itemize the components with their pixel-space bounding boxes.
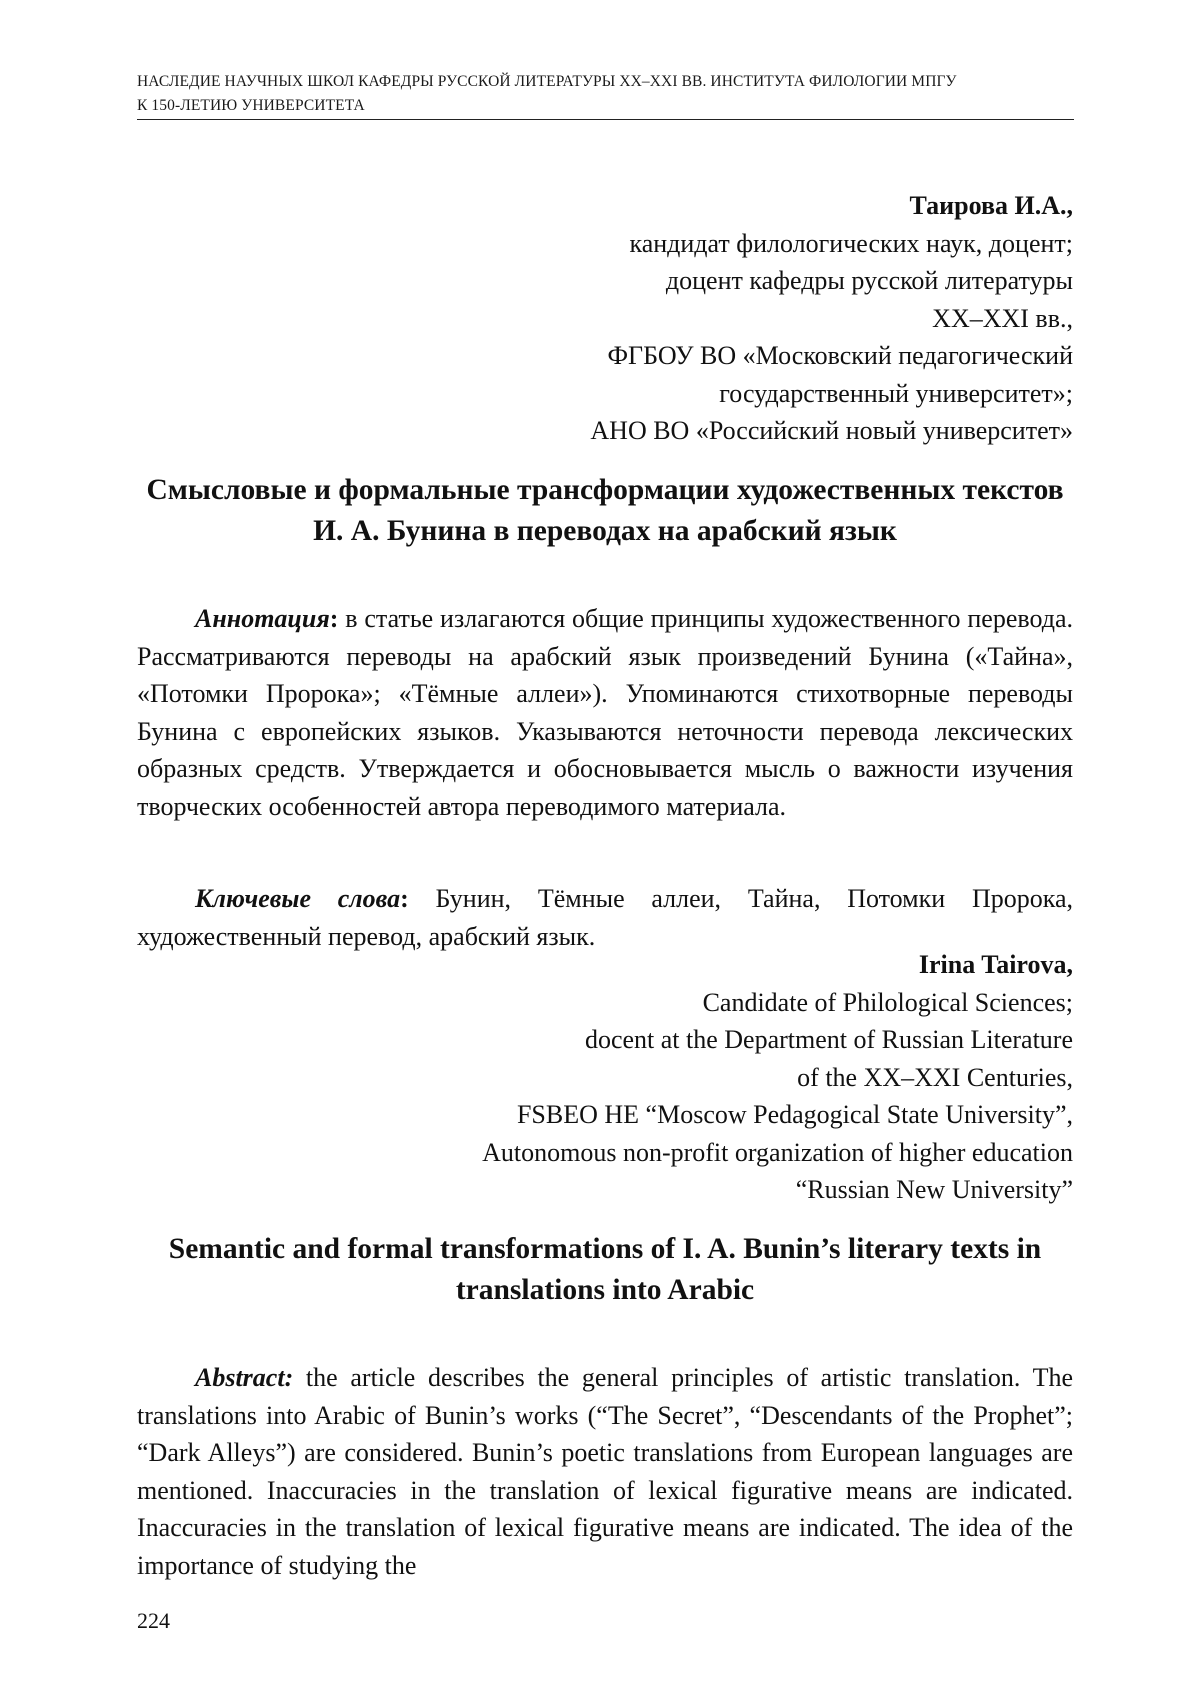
header-divider [137,119,1074,120]
page-number: 224 [137,1608,170,1633]
english-author-name: Irina Tairova, [918,950,1073,979]
english-author-block [482,946,1073,1209]
running-header [137,70,1073,118]
english-author-affiliation-line: Autonomous non-profit organization of higher education [482,1137,1073,1167]
russian-author-affiliation-line: ФГБОУ ВО «Московский педагогический [607,341,1073,370]
keywords-label-colon: : [400,884,409,913]
russian-author-affiliation-line: доцент кафедры русской литературы [665,266,1073,295]
keywords-label: Ключевые слова [195,884,401,913]
annotation-label-colon: : [329,604,339,633]
english-author-affiliation-line: “Russian New University” [795,1175,1073,1204]
russian-author-affiliation-line: XX–XXI вв., [932,303,1073,333]
abstract-text: the article describes the general principles of artistic translation. The translations into Arabic of Bunin’s works (“The Secret”, “Descendants of the Prophet”; “Dark Alleys”) are considered. Bunin’s poetic translations from European languages are mentioned. Inaccuracies in the translation of lexical figurative means are indicated. Inaccuracies in the translation of lexical figurative means are indicated. The idea of the importance of studying the [137,1363,1073,1580]
keywords-text: Бунин, Тёмные аллеи, Тайна, Потомки Пророка, художественный перевод, арабский язык. [137,884,1073,951]
running-header-line-1: НАСЛЕДИЕ НАУЧНЫХ ШКОЛ КАФЕДРЫ РУССКОЙ ЛИТЕРАТУРЫ XX–XXI ВВ. ИНСТИТУТА ФИЛОЛОГИИ МПГУ [137,73,957,90]
english-author-affiliation-line: of the XX–XXI Centuries, [797,1062,1073,1092]
abstract-label: Abstract: [195,1363,294,1392]
english-abstract [137,1359,1073,1584]
running-header-line-2: К 150-ЛЕТИЮ УНИВЕРСИТЕТА [137,97,365,114]
russian-author-affiliation-line: государственный университет»; [719,378,1073,408]
russian-annotation [137,600,1073,825]
english-author-affiliation-line: docent at the Department of Russian Literature [584,1025,1073,1054]
russian-author-affiliation-line: АНО ВО «Российский новый университет» [590,416,1073,445]
annotation-text: в статье излагаются общие принципы художественного перевода. Рассматриваются переводы на арабский язык произведений Бунина («Тайна», «Потомки Пророка»; «Тёмные аллеи»). Упоминаются стихотворные переводы Бунина с европейских языков. Указываются неточности перевода лексических образных средств. Утверждается и обосновывается мысль о важности изучения творческих особенностей автора переводимого материала. [137,604,1073,821]
annotation-label: Аннотация [195,604,330,633]
russian-author-name: Таирова И.А., [909,191,1073,220]
russian-keywords [137,880,1073,955]
russian-author-block [590,187,1073,450]
russian-article-title: Смысловые и формальные трансформации художественных текстов И. А. Бунина в переводах на арабский язык [146,474,1064,547]
english-author-affiliation-line: Candidate of Philological Sciences; [702,987,1073,1017]
english-article-title: Semantic and formal transformations of I. A. Bunin’s literary texts in translations into Arabic [168,1233,1042,1306]
russian-author-affiliation-line: кандидат филологических наук, доцент; [629,228,1073,258]
english-author-affiliation-line: FSBEO HE “Moscow Pedagogical State University”, [516,1100,1073,1129]
